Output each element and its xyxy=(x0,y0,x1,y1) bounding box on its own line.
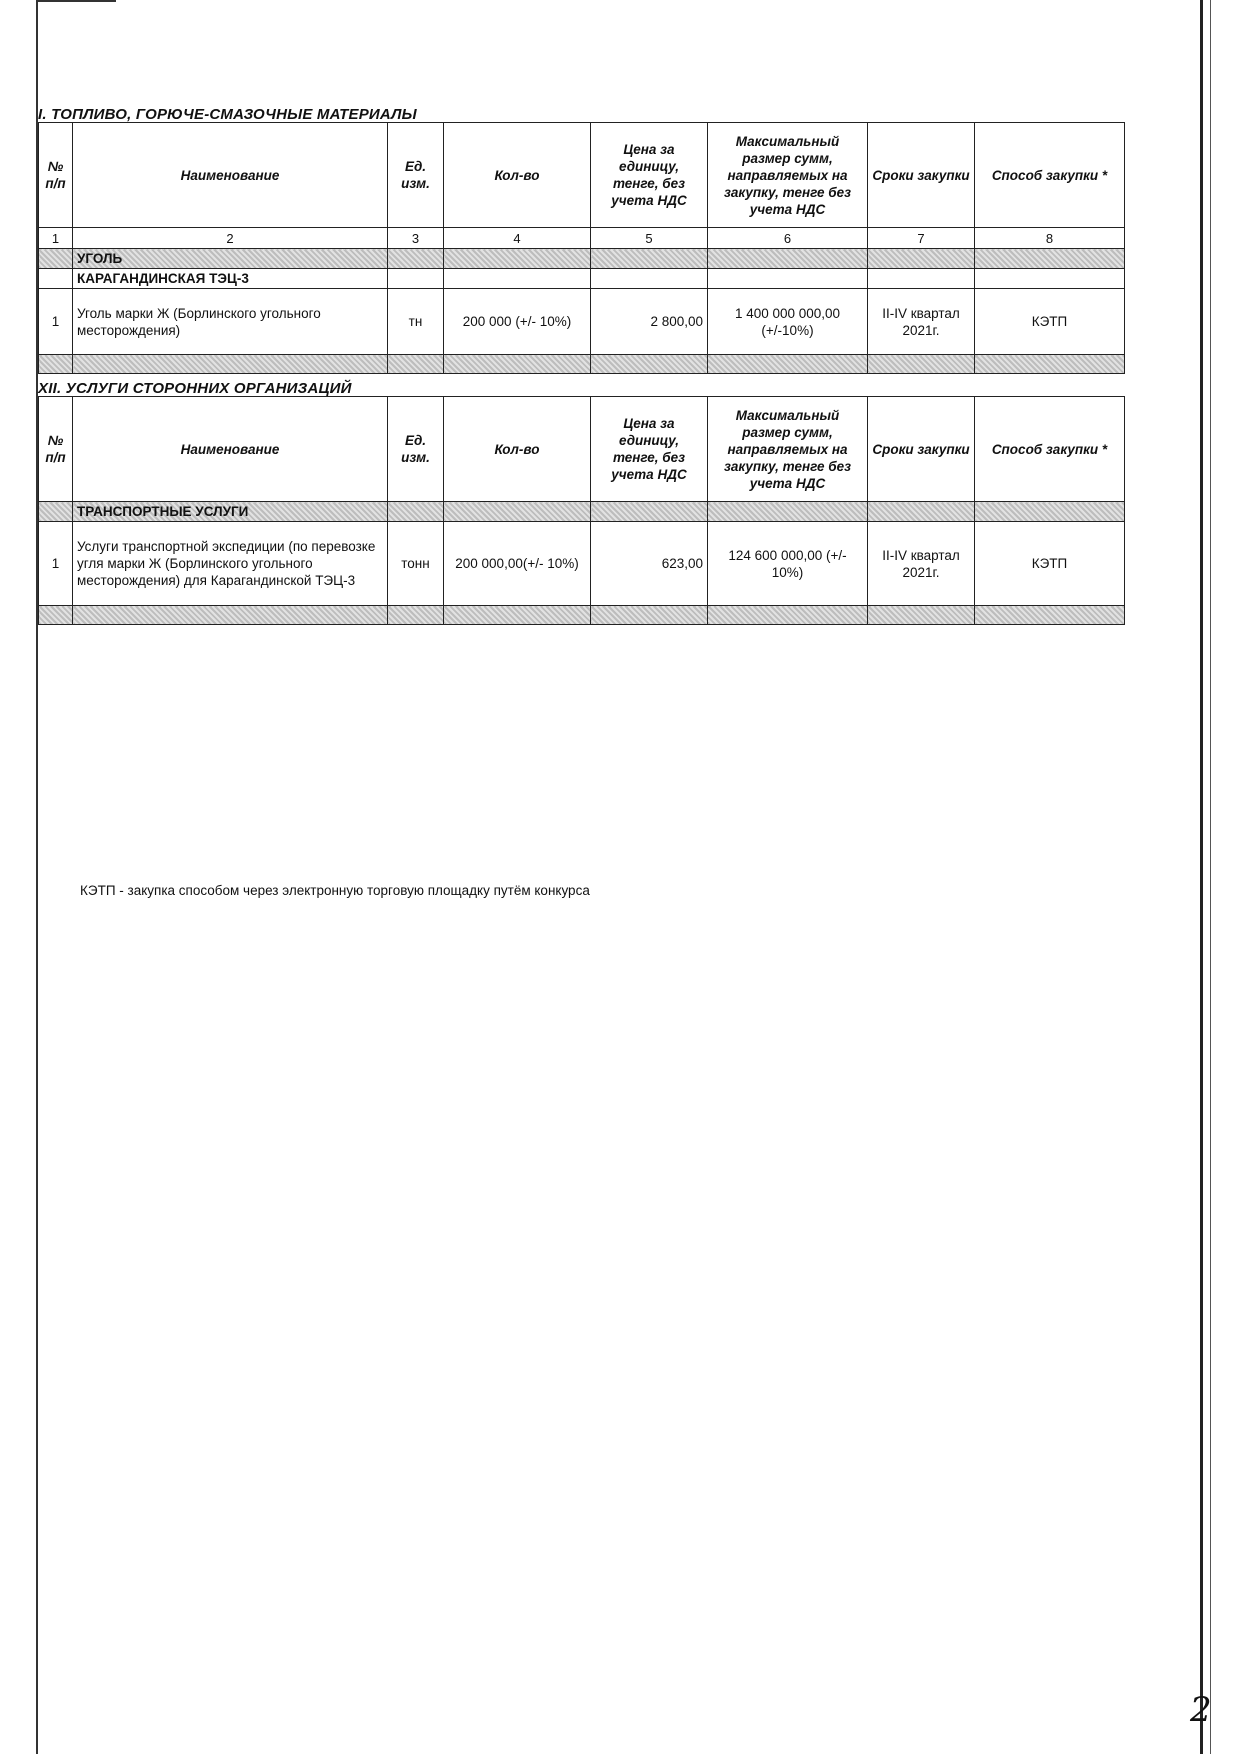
table-row xyxy=(39,522,1125,606)
table-row xyxy=(39,289,1125,355)
subcategory-row xyxy=(39,269,1125,289)
row-price: 623,00 xyxy=(591,522,708,606)
table-header-row xyxy=(39,123,1125,228)
total-row xyxy=(39,606,1125,625)
header-qty: Кол-во xyxy=(444,397,591,502)
scan-edge-right xyxy=(1200,0,1203,1754)
row-unit: тонн xyxy=(388,522,444,606)
category-label: УГОЛЬ xyxy=(73,249,388,269)
column-number: 6 xyxy=(708,228,868,249)
row-num: 1 xyxy=(39,289,73,355)
column-number: 5 xyxy=(591,228,708,249)
subcategory-label: КАРАГАНДИНСКАЯ ТЭЦ-3 xyxy=(73,269,388,289)
footnote: КЭТП - закупка способом через электронную торговую площадку путём конкурса xyxy=(80,883,590,898)
total-row xyxy=(39,355,1125,374)
category-row xyxy=(39,502,1125,522)
row-qty: 200 000 (+/- 10%) xyxy=(444,289,591,355)
column-number: 7 xyxy=(868,228,975,249)
column-number: 8 xyxy=(975,228,1125,249)
header-method: Способ закупки * xyxy=(975,397,1125,502)
row-max-sum: 124 600 000,00 (+/- 10%) xyxy=(708,522,868,606)
header-num: № п/п xyxy=(39,123,73,228)
row-period: II-IV квартал 2021г. xyxy=(868,289,975,355)
fuel-procurement-table xyxy=(38,122,1125,374)
header-method: Способ закупки * xyxy=(975,123,1125,228)
row-name: Уголь марки Ж (Борлинского угольного месторождения) xyxy=(73,289,388,355)
row-price: 2 800,00 xyxy=(591,289,708,355)
column-number-row xyxy=(39,228,1125,249)
row-num: 1 xyxy=(39,522,73,606)
row-unit: тн xyxy=(388,289,444,355)
header-period: Сроки закупки xyxy=(868,123,975,228)
scan-edge-top xyxy=(36,0,116,2)
header-price: Цена за единицу, тенге, без учета НДС xyxy=(591,123,708,228)
category-label: ТРАНСПОРТНЫЕ УСЛУГИ xyxy=(73,502,388,522)
column-number: 4 xyxy=(444,228,591,249)
row-qty: 200 000,00(+/- 10%) xyxy=(444,522,591,606)
services-procurement-table xyxy=(38,396,1125,625)
row-name: Услуги транспортной экспедиции (по перевозке угля марки Ж (Борлинского угольного месторождения) для Карагандинской ТЭЦ-3 xyxy=(73,522,388,606)
header-unit: Ед. изм. xyxy=(388,397,444,502)
header-price: Цена за единицу, тенге, без учета НДС xyxy=(591,397,708,502)
row-method: КЭТП xyxy=(975,289,1125,355)
header-name: Наименование xyxy=(73,397,388,502)
header-period: Сроки закупки xyxy=(868,397,975,502)
header-name: Наименование xyxy=(73,123,388,228)
column-number: 1 xyxy=(39,228,73,249)
header-max-sum: Максимальный размер сумм, направляемых на закупку, тенге без учета НДС xyxy=(708,397,868,502)
row-period: II-IV квартал 2021г. xyxy=(868,522,975,606)
section-title-services: XII. УСЛУГИ СТОРОННИХ ОРГАНИЗАЦИЙ xyxy=(38,380,352,397)
table-header-row xyxy=(39,397,1125,502)
row-method: КЭТП xyxy=(975,522,1125,606)
section-title-fuel: I. ТОПЛИВО, ГОРЮЧЕ-СМАЗОЧНЫЕ МАТЕРИАЛЫ xyxy=(38,106,417,123)
row-max-sum: 1 400 000 000,00 (+/-10%) xyxy=(708,289,868,355)
column-number: 3 xyxy=(388,228,444,249)
header-unit: Ед. изм. xyxy=(388,123,444,228)
header-num: № п/п xyxy=(39,397,73,502)
column-number: 2 xyxy=(73,228,388,249)
category-row xyxy=(39,249,1125,269)
page-number: 2 xyxy=(1190,1690,1212,1730)
header-qty: Кол-во xyxy=(444,123,591,228)
scan-edge-right-inner xyxy=(1210,0,1211,1754)
header-max-sum: Максимальный размер сумм, направляемых на закупку, тенге без учета НДС xyxy=(708,123,868,228)
